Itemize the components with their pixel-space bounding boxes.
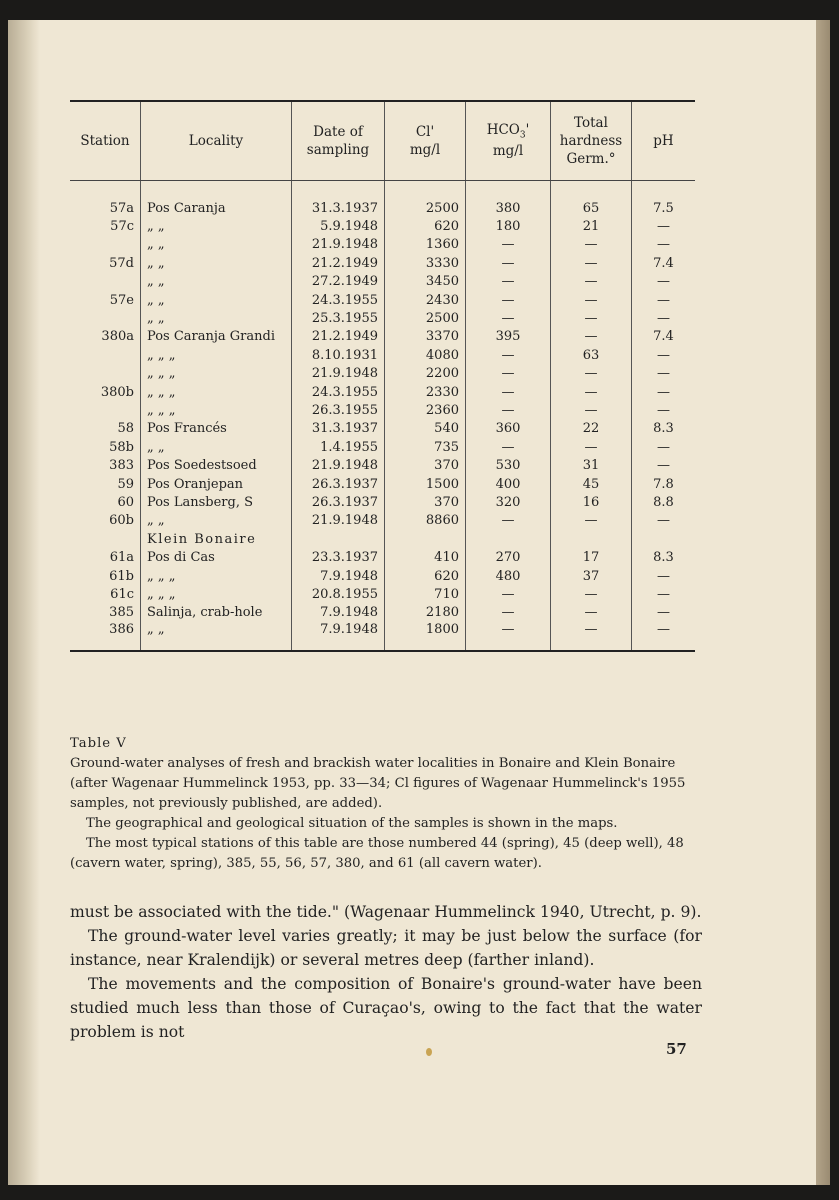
- cell-station: [70, 346, 141, 364]
- cell-hco3: —: [466, 622, 551, 651]
- cell-hco3: 360: [466, 420, 551, 438]
- cell-cl: 620: [385, 567, 466, 585]
- cell-cl: 4080: [385, 346, 466, 364]
- cell-station: 59: [117, 476, 134, 492]
- cell-locality: „ „ „: [141, 401, 292, 419]
- cell-hardness: [551, 530, 632, 548]
- cell-ph: —: [632, 273, 696, 291]
- cell-cl: 710: [385, 585, 466, 603]
- cell-locality: „ „ „: [141, 346, 292, 364]
- cell-ph: —: [632, 346, 696, 364]
- cell-cl: 2200: [385, 365, 466, 383]
- cell-date: 7.9.1948: [292, 567, 385, 585]
- cell-station: 61a: [109, 550, 134, 566]
- header-locality: Locality: [141, 101, 292, 181]
- cell-hardness: —: [551, 622, 632, 651]
- cell-hardness: —: [551, 273, 632, 291]
- cell-locality: „ „ „: [141, 383, 292, 401]
- table-row: [70, 493, 695, 511]
- cell-locality: „ „: [141, 254, 292, 272]
- cell-ph: 7.8: [632, 475, 696, 493]
- cell-locality: „ „: [141, 622, 292, 651]
- table-row: [70, 199, 695, 217]
- cell-date: 21.9.1948: [292, 456, 385, 474]
- cell-cl: 2500: [385, 309, 466, 327]
- table-row: [70, 475, 695, 493]
- cell-ph: —: [632, 291, 696, 309]
- table-row: [70, 438, 695, 456]
- cell-date: 23.3.1937: [292, 548, 385, 566]
- cell-cl: 2430: [385, 291, 466, 309]
- table-row: [70, 401, 695, 419]
- table-row: [70, 254, 695, 272]
- header-hco3: $HCO_3'$ mg/l: [466, 101, 551, 181]
- cell-hardness: —: [551, 438, 632, 456]
- cell-date: 21.9.1948: [292, 365, 385, 383]
- cell-locality: Pos Soedestsoed: [141, 456, 292, 474]
- cell-hco3: 320: [466, 493, 551, 511]
- table-row: [70, 291, 695, 309]
- cell-locality: „ „: [141, 512, 292, 530]
- cell-locality: „ „: [141, 309, 292, 327]
- cell-locality: „ „ „: [141, 365, 292, 383]
- header-date: Date of sampling: [292, 101, 385, 181]
- cell-hco3: —: [466, 585, 551, 603]
- cell-locality: „ „ „: [141, 567, 292, 585]
- cell-cl: 3450: [385, 273, 466, 291]
- cell-ph: 7.4: [632, 328, 696, 346]
- cell-hardness: 22: [551, 420, 632, 438]
- cell-date: 1.4.1955: [292, 438, 385, 456]
- cell-station: [70, 309, 141, 327]
- table-row: [70, 365, 695, 383]
- page-edge: [816, 20, 830, 1185]
- table-row: [70, 604, 695, 622]
- cell-hardness: —: [551, 585, 632, 603]
- cell-hco3: —: [466, 365, 551, 383]
- cell-locality: „ „: [141, 438, 292, 456]
- cell-locality: Pos Lansberg, S: [141, 493, 292, 511]
- table-row: [70, 383, 695, 401]
- cell-cl: 8860: [385, 512, 466, 530]
- cell-hco3: 270: [466, 548, 551, 566]
- cell-hco3: —: [466, 236, 551, 254]
- cell-ph: —: [632, 456, 696, 474]
- cell-ph: —: [632, 365, 696, 383]
- cell-station: 60: [117, 494, 134, 510]
- cell-ph: —: [632, 512, 696, 530]
- cell-station: 60b: [109, 513, 134, 529]
- cell-date: 7.9.1948: [292, 622, 385, 651]
- cell-hardness: —: [551, 512, 632, 530]
- cell-station: 57e: [109, 292, 134, 308]
- cell-station: 57d: [109, 255, 134, 271]
- caption-line: The geographical and geological situation of the samples is shown in the maps.: [86, 816, 618, 831]
- caption-line: The most typical stations of this table are those numbered 44 (spring), 45 (deep well), 48 (cavern water, spring), 385, 55, 56, 57, 380, and 61 (all cavern water).: [70, 836, 684, 871]
- cell-station: [70, 530, 141, 548]
- cell-hco3: —: [466, 401, 551, 419]
- table-row: [70, 328, 695, 346]
- cell-hco3: —: [466, 273, 551, 291]
- cell-station: 383: [109, 458, 134, 474]
- cell-ph: 8.8: [632, 493, 696, 511]
- cell-cl: 735: [385, 438, 466, 456]
- water-analysis-table: [70, 100, 695, 652]
- body-paragraph: must be associated with the tide." (Wagenaar Hummelinck 1940, Utrecht, p. 9).: [70, 903, 702, 921]
- header-station: Station: [70, 101, 141, 181]
- cell-locality: „ „: [141, 217, 292, 235]
- cell-station: [70, 236, 141, 254]
- cell-ph: —: [632, 438, 696, 456]
- table-row: [70, 512, 695, 530]
- cell-hco3: 180: [466, 217, 551, 235]
- table-row: [70, 309, 695, 327]
- cell-hardness: —: [551, 328, 632, 346]
- cell-date: 20.8.1955: [292, 585, 385, 603]
- cell-hardness: 17: [551, 548, 632, 566]
- cell-locality: „ „: [141, 291, 292, 309]
- cell-locality: Pos Oranjepan: [141, 475, 292, 493]
- table-row: [70, 420, 695, 438]
- cell-hco3: —: [466, 438, 551, 456]
- cell-ph: —: [632, 217, 696, 235]
- table-row: [70, 217, 695, 235]
- cell-cl: 1360: [385, 236, 466, 254]
- table-row: [70, 567, 695, 585]
- cell-ph: —: [632, 567, 696, 585]
- cell-cl: 2180: [385, 604, 466, 622]
- cell-station: 57a: [109, 200, 134, 216]
- cell-date: [292, 530, 385, 548]
- book-page: [8, 20, 820, 1185]
- cell-ph: 8.3: [632, 548, 696, 566]
- cell-station: 58b: [109, 439, 134, 455]
- table-row: [70, 585, 695, 603]
- cell-ph: 7.5: [632, 199, 696, 217]
- cell-locality: Klein Bonaire: [141, 530, 292, 548]
- cell-hardness: —: [551, 365, 632, 383]
- cell-ph: —: [632, 604, 696, 622]
- cell-date: 27.2.1949: [292, 273, 385, 291]
- cell-cl: 370: [385, 493, 466, 511]
- cell-station: [70, 401, 141, 419]
- cell-hco3: 395: [466, 328, 551, 346]
- cell-ph: 8.3: [632, 420, 696, 438]
- cell-hardness: —: [551, 401, 632, 419]
- cell-hco3: 480: [466, 567, 551, 585]
- cell-ph: —: [632, 401, 696, 419]
- cell-date: 24.3.1955: [292, 383, 385, 401]
- caption-title: Table V: [70, 736, 127, 751]
- cell-hco3: —: [466, 512, 551, 530]
- header-ph: pH: [632, 101, 696, 181]
- table-row: [70, 622, 695, 651]
- cell-hco3: —: [466, 604, 551, 622]
- cell-station: 386: [70, 622, 141, 651]
- caption-line: Ground-water analyses of fresh and brackish water localities in Bonaire and Klein Bonaire (after Wagenaar Hummelinck 1953, pp. 33—34; Cl figures of Wagenaar Hummelinck's 1955 samples, not previously published, are added).: [70, 756, 686, 811]
- table-row: [70, 530, 695, 548]
- cell-hardness: —: [551, 291, 632, 309]
- cell-hco3: —: [466, 383, 551, 401]
- cell-ph: —: [632, 309, 696, 327]
- book-spine: [8, 20, 40, 1185]
- ink-dot: [426, 1048, 432, 1056]
- table-row: [70, 346, 695, 364]
- cell-hco3: 530: [466, 456, 551, 474]
- cell-hardness: 63: [551, 346, 632, 364]
- cell-date: 31.3.1937: [292, 420, 385, 438]
- body-text: [70, 900, 702, 1044]
- cell-ph: [632, 530, 696, 548]
- table-row: [70, 236, 695, 254]
- cell-locality: Pos di Cas: [141, 548, 292, 566]
- cell-locality: Pos Francés: [141, 420, 292, 438]
- cell-station: 61b: [109, 568, 134, 584]
- cell-cl: 540: [385, 420, 466, 438]
- cell-hco3: —: [466, 254, 551, 272]
- cell-cl: [385, 530, 466, 548]
- cell-cl: 410: [385, 548, 466, 566]
- cell-ph: —: [632, 383, 696, 401]
- cell-cl: 620: [385, 217, 466, 235]
- cell-hardness: 65: [551, 199, 632, 217]
- cell-date: 21.2.1949: [292, 254, 385, 272]
- cell-date: 21.2.1949: [292, 328, 385, 346]
- cell-hardness: —: [551, 309, 632, 327]
- cell-date: 26.3.1955: [292, 401, 385, 419]
- cell-date: 24.3.1955: [292, 291, 385, 309]
- cell-hco3: [466, 530, 551, 548]
- cell-ph: 7.4: [632, 254, 696, 272]
- cell-locality: Pos Caranja: [141, 199, 292, 217]
- cell-station: 58: [117, 421, 134, 437]
- cell-hardness: 31: [551, 456, 632, 474]
- cell-hardness: 45: [551, 475, 632, 493]
- cell-ph: —: [632, 236, 696, 254]
- table-row: [70, 548, 695, 566]
- table-body: [70, 181, 695, 651]
- cell-station: 380a: [101, 329, 134, 345]
- cell-hardness: —: [551, 604, 632, 622]
- cell-locality: Salinja, crab-hole: [141, 604, 292, 622]
- table-caption: [70, 734, 700, 874]
- cell-station: 385: [109, 605, 134, 621]
- cell-hco3: —: [466, 309, 551, 327]
- cell-date: 31.3.1937: [292, 199, 385, 217]
- cell-hco3: —: [466, 346, 551, 364]
- table-row: [70, 456, 695, 474]
- cell-station: 57c: [110, 219, 134, 235]
- cell-date: 26.3.1937: [292, 493, 385, 511]
- cell-cl: 2360: [385, 401, 466, 419]
- cell-hardness: 16: [551, 493, 632, 511]
- cell-cl: 370: [385, 456, 466, 474]
- cell-date: 26.3.1937: [292, 475, 385, 493]
- header-cl: Cl' mg/l: [385, 101, 466, 181]
- table-row: [70, 273, 695, 291]
- cell-cl: 1500: [385, 475, 466, 493]
- cell-cl: 3330: [385, 254, 466, 272]
- cell-hardness: 21: [551, 217, 632, 235]
- cell-locality: „ „: [141, 236, 292, 254]
- cell-cl: 2500: [385, 199, 466, 217]
- cell-hco3: 380: [466, 199, 551, 217]
- cell-locality: „ „ „: [141, 585, 292, 603]
- cell-station: [70, 365, 141, 383]
- cell-hco3: 400: [466, 475, 551, 493]
- cell-date: 21.9.1948: [292, 236, 385, 254]
- cell-station: [70, 273, 141, 291]
- cell-station: 380b: [100, 384, 134, 400]
- cell-hardness: —: [551, 236, 632, 254]
- cell-date: 7.9.1948: [292, 604, 385, 622]
- cell-date: 25.3.1955: [292, 309, 385, 327]
- cell-date: 8.10.1931: [292, 346, 385, 364]
- page-number: 57: [666, 1040, 687, 1058]
- body-paragraph: The ground-water level varies greatly; it may be just below the surface (for instance, near Kralendijk) or several metres deep (farther inland).: [70, 927, 702, 969]
- cell-hco3: —: [466, 291, 551, 309]
- cell-cl: 1800: [385, 622, 466, 651]
- header-total-hardness: Total hardness Germ.°: [551, 101, 632, 181]
- cell-date: 21.9.1948: [292, 512, 385, 530]
- cell-ph: —: [632, 622, 696, 651]
- body-paragraph: The movements and the composition of Bonaire's ground-water have been studied much less than those of Curaçao's, owing to the fact that the water problem is not: [70, 975, 702, 1041]
- cell-hardness: —: [551, 383, 632, 401]
- cell-locality: „ „: [141, 273, 292, 291]
- table-spacer-row: [70, 181, 695, 200]
- cell-hardness: 37: [551, 567, 632, 585]
- cell-date: 5.9.1948: [292, 217, 385, 235]
- cell-hardness: —: [551, 254, 632, 272]
- cell-ph: —: [632, 585, 696, 603]
- cell-cl: 3370: [385, 328, 466, 346]
- cell-locality: Pos Caranja Grandi: [141, 328, 292, 346]
- cell-cl: 2330: [385, 383, 466, 401]
- cell-station: 61c: [110, 586, 134, 602]
- table-header-row: [70, 101, 695, 181]
